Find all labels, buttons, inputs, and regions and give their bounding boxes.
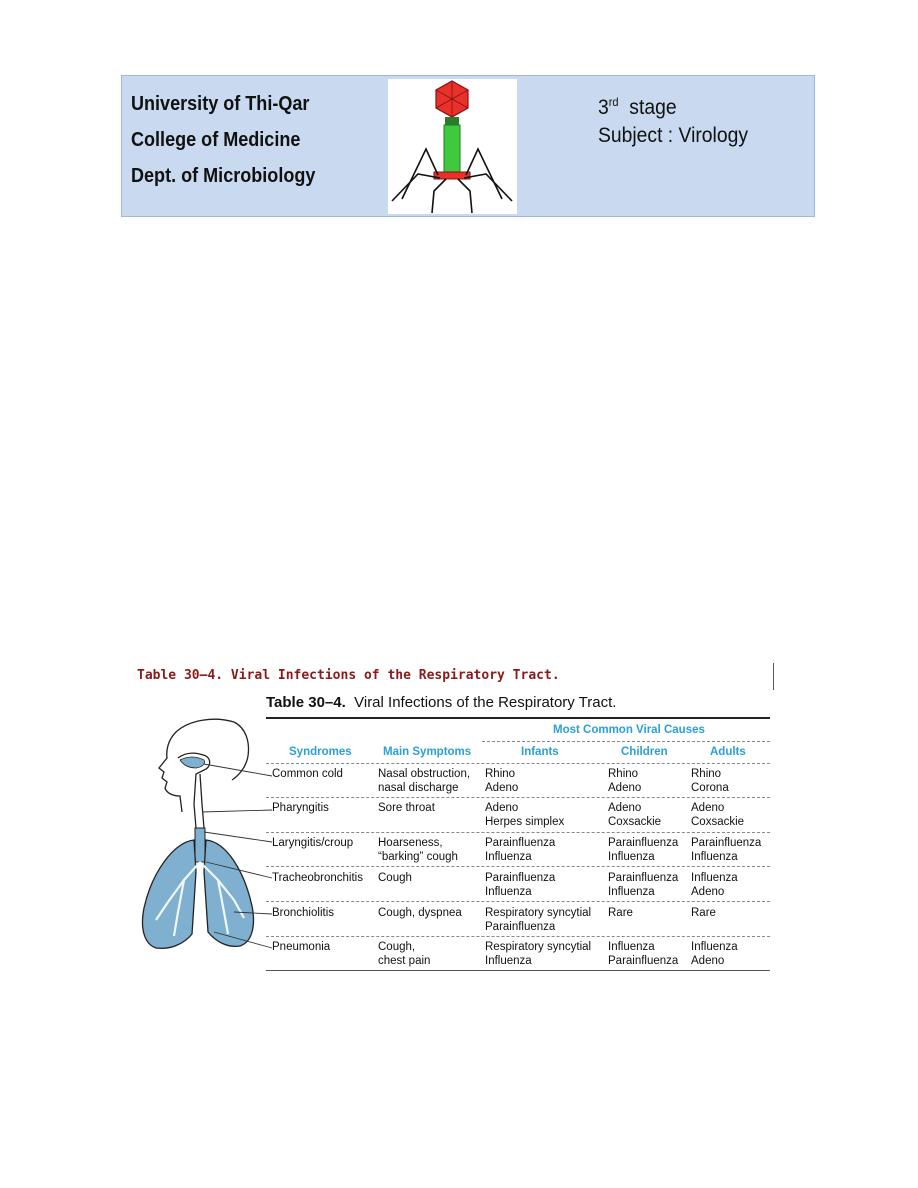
respiratory-tract-illustration — [134, 712, 274, 962]
table-row-3-infants: Parainfluenza Influenza — [485, 837, 556, 863]
table-row-2-children: Adeno Coxsackie — [608, 802, 662, 828]
table-row-4-symptoms: Cough — [378, 872, 412, 884]
institution-block — [131, 86, 341, 194]
group-header-divider — [482, 741, 770, 742]
table-row-5-children: Rare — [608, 907, 633, 919]
department-name: Dept. of Microbiology — [131, 164, 316, 187]
stage-suffix: rd — [608, 95, 619, 109]
table-row-2-symptoms: Sore throat — [378, 802, 435, 814]
row-divider — [266, 866, 770, 867]
table-row-6-adults: Influenza Adeno — [691, 941, 738, 967]
row-divider — [266, 936, 770, 937]
table-row-1-infants: Rhino Adeno — [485, 768, 519, 794]
college-name: College of Medicine — [131, 128, 301, 151]
row-divider — [266, 797, 770, 798]
col-header-syndromes: Syndromes — [289, 746, 352, 758]
table-row-6-infants: Respiratory syncytial Influenza — [485, 941, 592, 967]
header-divider — [266, 763, 770, 764]
table-row-2-syndrome: Pharyngitis — [272, 802, 329, 814]
table-row-1-children: Rhino Adeno — [608, 768, 642, 794]
figure-title-number: Table 30–4. — [266, 694, 346, 711]
table-row-2-adults: Adeno Coxsackie — [691, 802, 745, 828]
group-header-most-common: Most Common Viral Causes — [553, 724, 705, 736]
table-row-5-infants: Respiratory syncytial Parainfluenza — [485, 907, 592, 933]
figure-title — [266, 694, 616, 711]
text-cursor-bar — [773, 663, 774, 690]
table-row-4-adults: Influenza Adeno — [691, 872, 738, 898]
col-header-infants: Infants — [521, 746, 559, 758]
table-row-4-syndrome: Tracheobronchitis — [272, 872, 363, 884]
table-bottom-rule — [266, 970, 770, 971]
table-row-3-syndrome: Laryngitis/croup — [272, 837, 354, 849]
table-row-2-infants: Adeno Herpes simplex — [485, 802, 565, 828]
table-top-rule — [266, 717, 770, 719]
table-row-3-children: Parainfluenza Influenza — [608, 837, 679, 863]
table-row-4-infants: Parainfluenza Influenza — [485, 872, 556, 898]
col-header-main-symptoms: Main Symptoms — [383, 746, 472, 758]
stage-line — [598, 88, 748, 122]
document-header — [121, 75, 815, 217]
table-row-3-symptoms: Hoarseness, “barking” cough — [378, 837, 458, 863]
stage-word: stage — [629, 96, 677, 119]
table-row-6-syndrome: Pneumonia — [272, 941, 331, 953]
subject-line: Subject : Virology — [598, 124, 749, 147]
university-name: University of Thi-Qar — [131, 92, 310, 115]
table-row-6-children: Influenza Parainfluenza — [608, 941, 679, 967]
table-caption: Table 30–4. Viral Infections of the Respiratory Tract. — [137, 668, 560, 683]
stage-number: 3 — [598, 96, 609, 119]
table-row-3-adults: Parainfluenza Influenza — [691, 837, 762, 863]
table-row-1-adults: Rhino Corona — [691, 768, 729, 794]
col-header-adults: Adults — [710, 746, 746, 758]
table-row-5-adults: Rare — [691, 907, 716, 919]
table-row-1-syndrome: Common cold — [272, 768, 343, 780]
table-row-6-symptoms: Cough, chest pain — [378, 941, 431, 967]
table-row-5-symptoms: Cough, dyspnea — [378, 907, 462, 919]
table-row-4-children: Parainfluenza Influenza — [608, 872, 679, 898]
course-info — [598, 88, 761, 150]
figure-title-text: Viral Infections of the Respiratory Tract. — [354, 694, 617, 711]
row-divider — [266, 901, 770, 902]
bacteriophage-logo — [388, 79, 517, 214]
row-divider — [266, 832, 770, 833]
table-row-1-symptoms: Nasal obstruction, nasal discharge — [378, 768, 471, 794]
col-header-children: Children — [621, 746, 668, 758]
table-row-5-syndrome: Bronchiolitis — [272, 907, 334, 919]
